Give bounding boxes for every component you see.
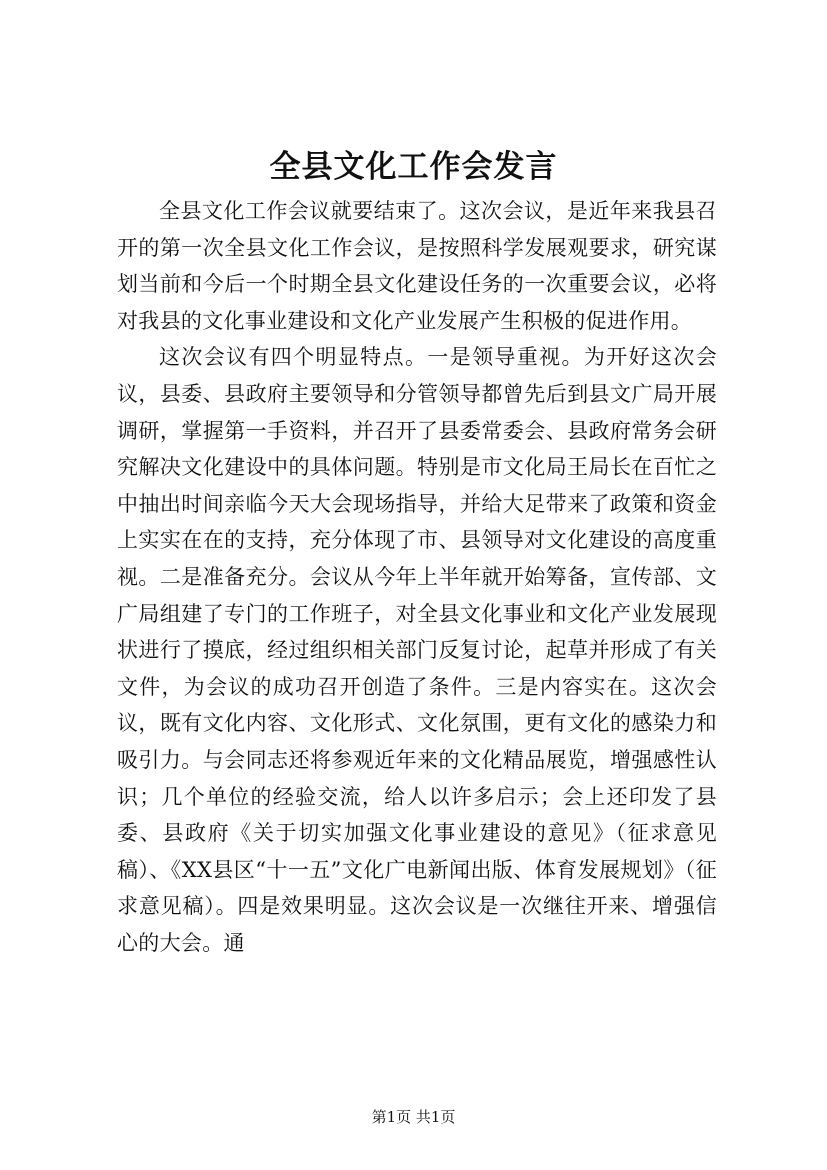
- document-title: 全县文化工作会发言: [269, 149, 558, 185]
- paragraph-2: 这次会议有四个明显特点。一是领导重视。为开好这次会议，县委、县政府主要领导和分管领导都曾先后到县文广局开展调研，掌握第一手资料，并召开了县委常委会、县政府常务会研究解决文化建设中的具体问题。特别是市文化局王局长在百忙之中抽出时间亲临今天大会现场指导，并给大足带来了政策和资金上实实在在的支持，充分体现了市、县领导对文化建设的高度重视。二是准备充分。会议从今年上半年就开始筹备，宣传部、文广局组建了专门的工作班子，对全县文化事业和文化产业发展现状进行了摸底，经过组织相关部门反复讨论，起草并形成了有关文件，为会议的成功召开创造了条件。三是内容实在。这次会议，既有文化内容、文化形式、文化氛围，更有文化的感染力和吸引力。与会同志还将参观近年来的文化精品展览，增强感性认识；几个单位的经验交流，给人以许多启示；会上还印发了县委、县政府《关于切实加强文化事业建设的意见》（征求意见稿）、《XX县区“十一五”文化广电新闻出版、体育发展规划》（征求意见稿）。四是效果明显。这次会议是一次继往开来、增强信心的大会。通: [117, 345, 717, 955]
- paragraph-1: 全县文化工作会议就要结束了。这次会议，是近年来我县召开的第一次全县文化工作会议，是按照科学发展观要求，研究谋划当前和今后一个时期全县文化建设任务的一次重要会议，必将对我县的文化事业建设和文化产业发展产生积极的促进作用。: [117, 199, 717, 333]
- document-body: [117, 193, 717, 961]
- page-number-footer: 第1页 共1页: [371, 1108, 456, 1126]
